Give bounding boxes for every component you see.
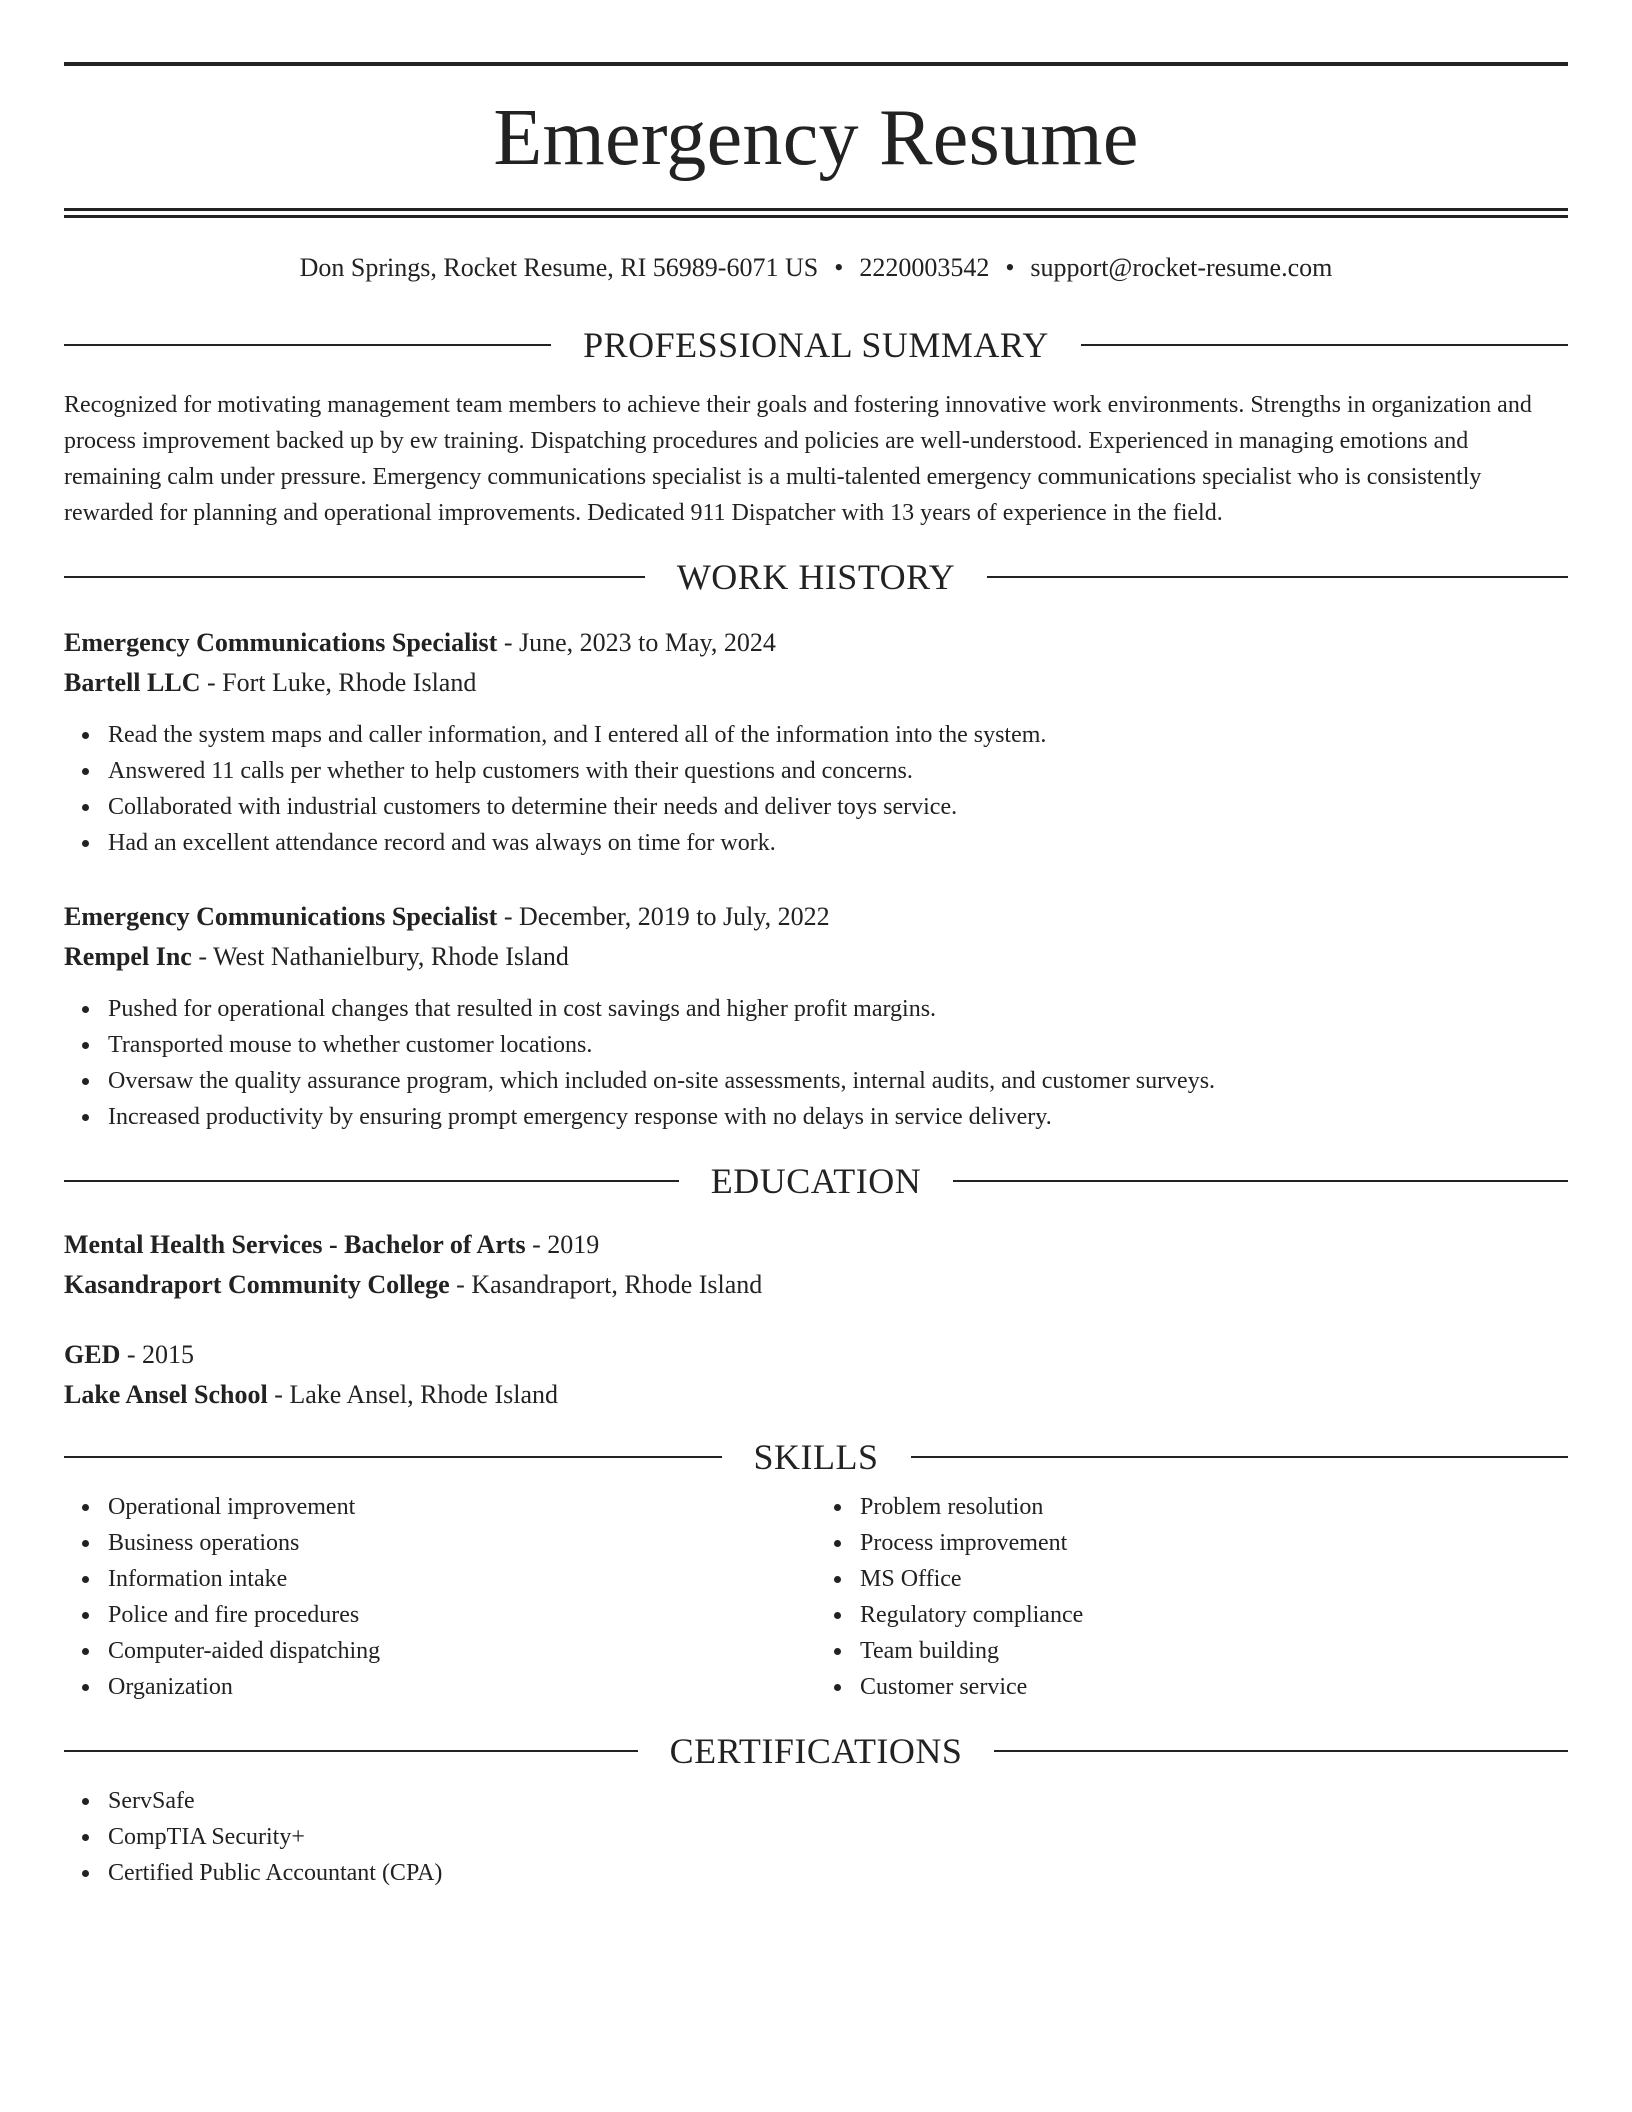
section-heading-work [64, 557, 1568, 598]
heading-rule-left [64, 344, 551, 346]
education-location: - Kasandraport, Rhode Island [449, 1270, 763, 1300]
heading-rule-left [64, 1180, 679, 1182]
certification-item: Certified Public Accountant (CPA) [108, 1855, 1568, 1891]
job-bullet: Increased productivity by ensuring prompt emergency response with no delays in service delivery. [108, 1099, 1568, 1135]
skill-item: Process improvement [860, 1525, 1568, 1561]
education-degree-line [64, 1335, 1568, 1375]
skills-column-left [64, 1489, 816, 1705]
heading-rule-right [1081, 344, 1568, 346]
job-company: Rempel Inc [64, 942, 192, 972]
skill-item: Team building [860, 1633, 1568, 1669]
education-entry [64, 1225, 1568, 1305]
education-degree: GED [64, 1340, 121, 1370]
skill-item: Customer service [860, 1669, 1568, 1705]
job-entry [64, 623, 1568, 861]
heading-rule-left [64, 576, 645, 578]
skills-grid [64, 1489, 1568, 1705]
job-company: Bartell LLC [64, 668, 201, 698]
certification-item: ServSafe [108, 1783, 1568, 1819]
resume-title: Emergency Resume [493, 94, 1139, 182]
skill-item: Business operations [108, 1525, 816, 1561]
section-title-certifications: CERTIFICATIONS [669, 1731, 963, 1772]
job-bullet: Transported mouse to whether customer locations. [108, 1027, 1568, 1063]
job-location: - West Nathanielbury, Rhode Island [191, 942, 569, 972]
job-title: Emergency Communications Specialist [64, 902, 498, 932]
contact-line [64, 252, 1568, 283]
education-school-line [64, 1265, 1568, 1305]
job-bullet: Oversaw the quality assurance program, which included on-site assessments, internal audits, and customer surveys. [108, 1063, 1568, 1099]
heading-rule-right [987, 576, 1568, 578]
education-school-line [64, 1375, 1568, 1415]
section-title-education: EDUCATION [710, 1161, 922, 1202]
heading-rule-right [911, 1456, 1569, 1458]
job-location: - Fort Luke, Rhode Island [200, 668, 477, 698]
job-company-line [64, 663, 1568, 703]
skill-item: Organization [108, 1669, 816, 1705]
skill-item: Regulatory compliance [860, 1597, 1568, 1633]
heading-rule-right [953, 1180, 1568, 1182]
skill-item: Computer-aided dispatching [108, 1633, 816, 1669]
contact-address: Don Springs, Rocket Resume, RI 56989-6071 US [299, 253, 819, 282]
heading-rule-left [64, 1456, 722, 1458]
skill-item: Problem resolution [860, 1489, 1568, 1525]
summary-text: Recognized for motivating management team members to achieve their goals and fostering innovative work environments. Strengths in organization and process improvement backed up by ew training. Dispatching procedures and policies are well-understood. Experienced in managing emotions and remaining calm under pressure. Emergency communications specialist is a multi-talented emergency communications specialist who is consistently rewarded for planning and operational improvements. Dedicated 911 Dispatcher with 13 years of experience in the field. [64, 392, 1532, 527]
skill-item: Police and fire procedures [108, 1597, 816, 1633]
heading-rule-right [994, 1750, 1568, 1752]
education-degree-line [64, 1225, 1568, 1265]
education-school: Lake Ansel School [64, 1380, 268, 1410]
job-bullet: Had an excellent attendance record and was always on time for work. [108, 825, 1568, 861]
job-entry [64, 897, 1568, 1135]
education-entry [64, 1335, 1568, 1415]
education-degree: Mental Health Services - Bachelor of Arts [64, 1230, 526, 1260]
education-year: - 2019 [525, 1230, 600, 1260]
skill-item: Information intake [108, 1561, 816, 1597]
job-title-line [64, 897, 1568, 937]
education-location: - Lake Ansel, Rhode Island [267, 1380, 558, 1410]
section-title-skills: SKILLS [753, 1437, 879, 1478]
job-bullet: Pushed for operational changes that resulted in cost savings and higher profit margins. [108, 991, 1568, 1027]
title-double-divider [64, 208, 1568, 218]
job-bullet: Answered 11 calls per whether to help customers with their questions and concerns. [108, 753, 1568, 789]
job-bullets [64, 991, 1568, 1135]
job-bullets [64, 717, 1568, 861]
job-company-line [64, 937, 1568, 977]
section-title-summary: PROFESSIONAL SUMMARY [583, 325, 1049, 366]
section-heading-skills [64, 1437, 1568, 1478]
skill-item: MS Office [860, 1561, 1568, 1597]
contact-phone: 2220003542 [859, 253, 990, 282]
contact-separator: • [1005, 253, 1015, 282]
job-bullet: Read the system maps and caller information, and I entered all of the information into the system. [108, 717, 1568, 753]
section-heading-certifications [64, 1731, 1568, 1772]
job-bullet: Collaborated with industrial customers to determine their needs and deliver toys service. [108, 789, 1568, 825]
section-heading-education [64, 1161, 1568, 1202]
job-dates: - December, 2019 to July, 2022 [497, 902, 830, 932]
education-year: - 2015 [120, 1340, 195, 1370]
certification-item: CompTIA Security+ [108, 1819, 1568, 1855]
contact-separator: • [834, 253, 844, 282]
education-school: Kasandraport Community College [64, 1270, 450, 1300]
skills-column-right [816, 1489, 1568, 1705]
heading-rule-left [64, 1750, 638, 1752]
certifications-list [64, 1783, 1568, 1891]
job-title: Emergency Communications Specialist [64, 628, 498, 658]
skill-item: Operational improvement [108, 1489, 816, 1525]
section-title-work: WORK HISTORY [676, 557, 956, 598]
contact-email: support@rocket-resume.com [1030, 253, 1333, 282]
top-divider [64, 62, 1568, 66]
job-dates: - June, 2023 to May, 2024 [497, 628, 776, 658]
job-title-line [64, 623, 1568, 663]
section-heading-summary [64, 325, 1568, 366]
